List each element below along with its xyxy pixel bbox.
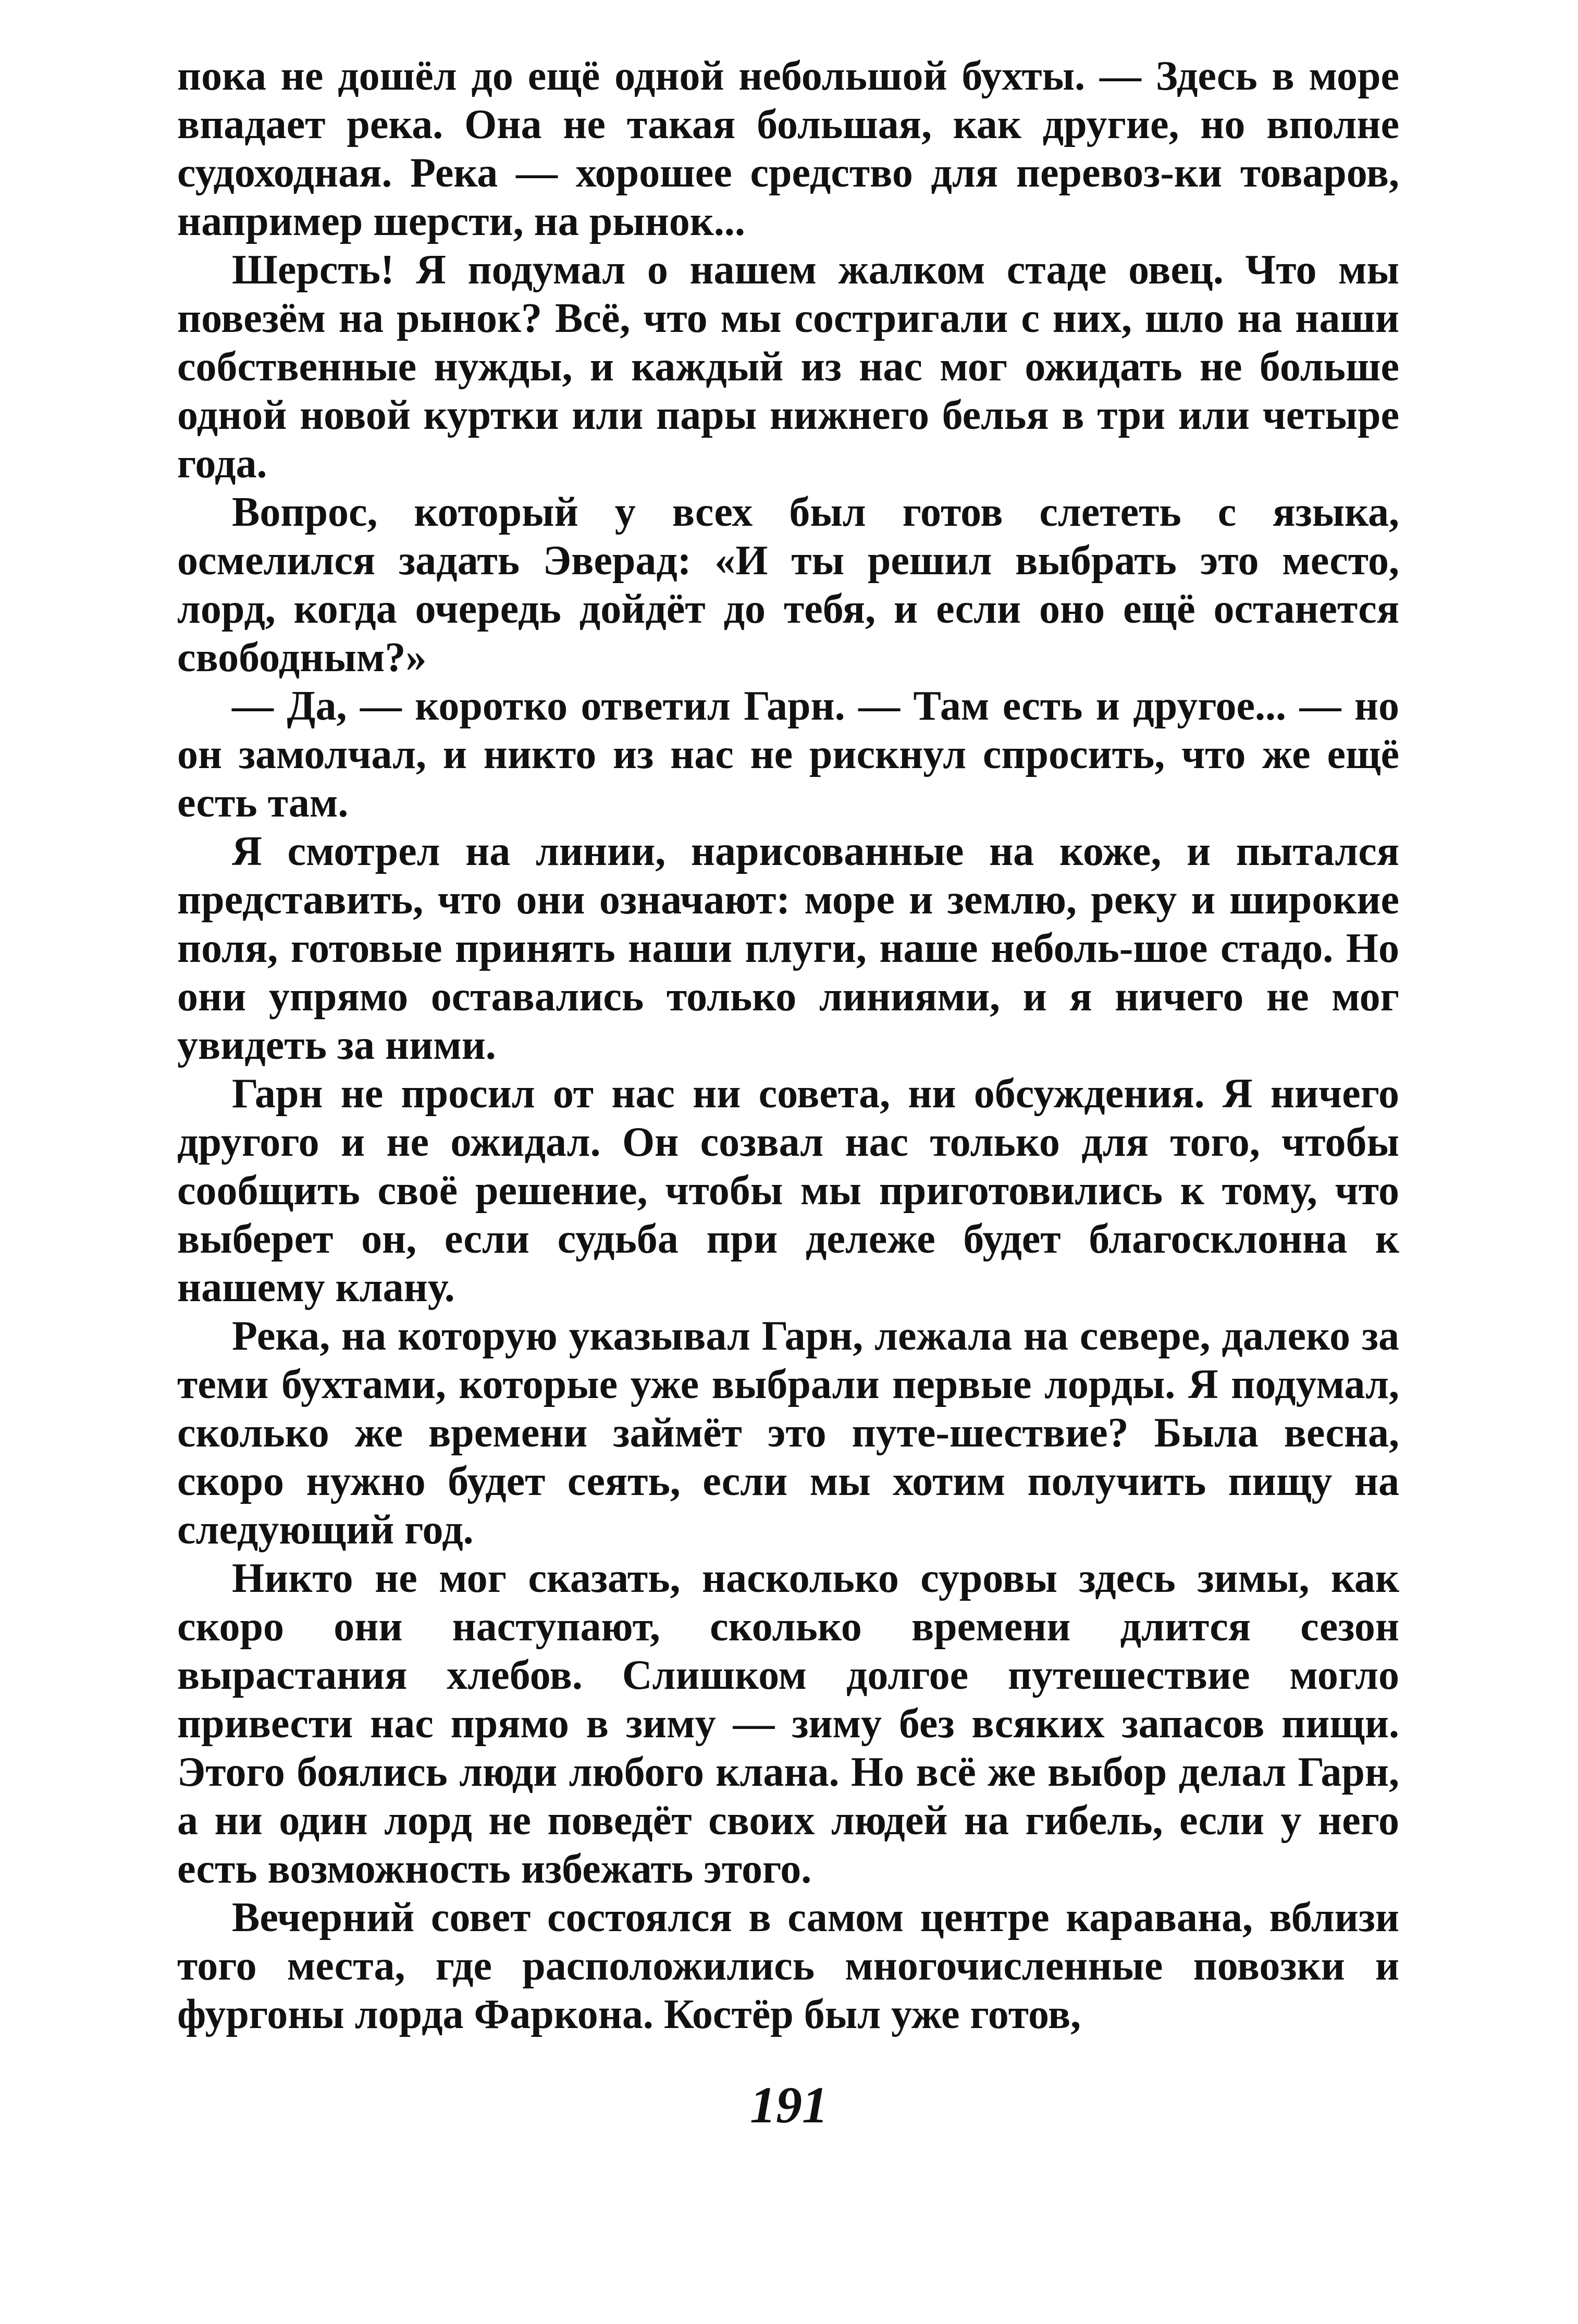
page-body (177, 52, 1399, 2039)
paragraph-5: Я смотрел на линии, нарисованные на коже, и пытался представить, что они означают: море и землю, реку и широкие поля, готовые принять наши плуги, наше неболь-шое стадо. Но они упрямо оставались только линиями, и я ничего не мог увидеть за ними. (177, 829, 1399, 1068)
paragraph-4: — Да, — коротко ответил Гарн. — Там есть и другое... — но он замолчал, и никто из нас не рискнул спросить, что же ещё есть там. (177, 683, 1399, 826)
paragraph-1: пока не дошёл до ещё одной небольшой бухты. — Здесь в море впадает река. Она не такая большая, как другие, но вполне судоходная. Река — хорошее средство для перевоз-ки товаров, например шерсти, на рынок... (177, 53, 1399, 244)
paragraph-9: Вечерний совет состоялся в самом центре каравана, вблизи того места, где расположились многочисленные повозки и фургоны лорда Фаркона. Костёр был уже готов, (177, 1895, 1399, 2037)
paragraph-6: Гарн не просил от нас ни совета, ни обсуждения. Я ничего другого и не ожидал. Он созвал нас только для того, чтобы сообщить своё решение, чтобы мы приготовились к тому, что выберет он, если судьба при дележе будет благосклонна к нашему клану. (177, 1071, 1399, 1311)
paragraph-8: Никто не мог сказать, насколько суровы здесь зимы, как скоро они наступают, сколько времени длится сезон вырастания хлебов. Слишком долгое путешествие могло привести нас прямо в зиму — зиму без всяких запасов пищи. Этого боялись люди любого клана. Но всё же выбор делал Гарн, а ни один лорд не поведёт своих людей на гибель, если у него есть возможность избежать этого. (177, 1555, 1399, 1892)
page-number: 191 (750, 2076, 828, 2134)
paragraph-3: Вопрос, который у всех был готов слететь с языка, осмелился задать Эверад: «И ты решил выбрать это место, лорд, когда очередь дойдёт до тебя, и если оно ещё останется свободным?» (177, 489, 1399, 681)
paragraph-2: Шерсть! Я подумал о нашем жалком стаде овец. Что мы повезём на рынок? Всё, что мы состригали с них, шло на наши собственные нужды, и каждый из нас мог ожидать не больше одной новой куртки или пары нижнего белья в три или четыре года. (177, 247, 1399, 487)
paragraph-7: Река, на которую указывал Гарн, лежала на севере, далеко за теми бухтами, которые уже выбрали первые лорды. Я подумал, сколько же времени займёт это путе-шествие? Была весна, скоро нужно будет сеять, если мы хотим получить пищу на следующий год. (177, 1313, 1399, 1553)
